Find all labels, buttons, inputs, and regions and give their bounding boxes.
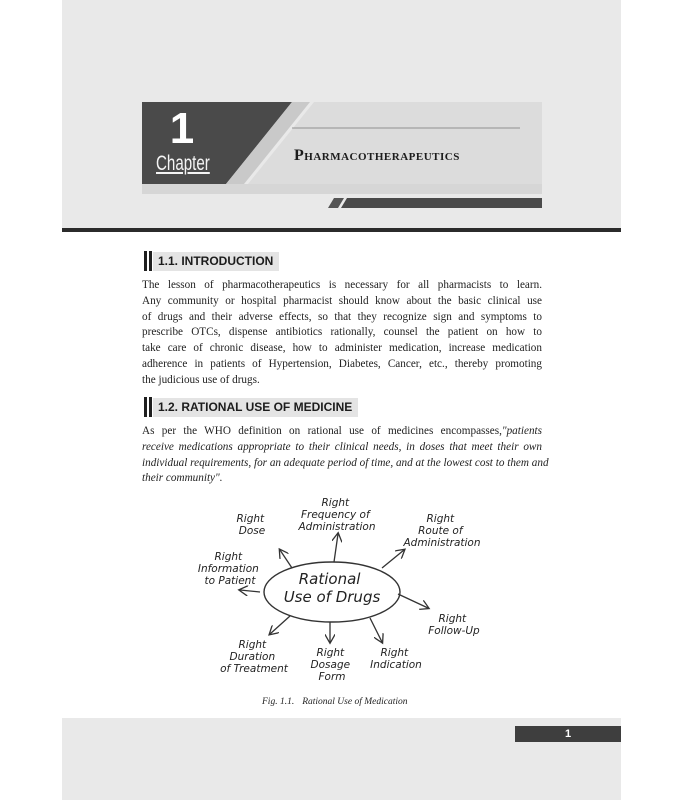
- rational-use-paragraph: As per the WHO definition on rational use of medicines encompasses,"patients receive medications appropriate to their clinical needs, in doses that meet their own individual requirements, for an adequate period of time, and at the lowest cost to them and their community".: [142, 425, 549, 485]
- label-right-frequency: Right Frequency of Administration: [298, 497, 376, 533]
- arrow-information: [240, 590, 260, 592]
- chapter-label: Chapter: [156, 152, 210, 175]
- label-right-route: Right Route of Administration: [403, 513, 481, 549]
- section-heading-rational-use: 1.2. RATIONAL USE OF MEDICINE: [144, 397, 358, 417]
- arrow-dose: [280, 550, 292, 568]
- label-right-duration: Right Duration of Treatment: [220, 639, 288, 675]
- page-number: 1: [515, 726, 621, 742]
- arrow-route: [382, 550, 404, 568]
- header-rule: [62, 228, 621, 232]
- arrow-followup: [398, 594, 428, 608]
- arrow-duration: [270, 616, 290, 634]
- arrow-indication: [370, 618, 382, 642]
- section-heading-introduction: 1.1. INTRODUCTION: [144, 251, 279, 271]
- arrow-frequency: [334, 534, 338, 562]
- label-right-dosage-form: Right Dosage Form: [310, 647, 351, 683]
- label-right-information: Right Information to Patient: [197, 551, 259, 587]
- svg-text:Rational Use of Drugs: Rational Use of Drugs: [283, 570, 381, 606]
- chapter-title: Pharmacotherapeutics: [294, 147, 460, 164]
- figure-caption: Fig. 1.1. Rational Use of Medication: [262, 697, 408, 707]
- left-margin: [0, 0, 62, 800]
- right-margin: [621, 0, 683, 800]
- label-right-indication: Right Indication: [370, 647, 422, 671]
- chapter-number: 1: [169, 104, 195, 153]
- book-page: [62, 0, 621, 800]
- label-right-followup: Right Follow-Up: [428, 613, 480, 637]
- heading-marker: [144, 397, 153, 417]
- heading-marker: [144, 251, 153, 271]
- introduction-paragraph: The lesson of pharmacotherapeutics is necessary for all pharmacists to learn. Any community or hospital pharmacist should know about the basic clinical use of drugs and their adverse effects, so that they recognize sign and symptoms to prescribe OTCs, dispense antibiotics rationally, counsel the patient on how to take care of chronic disease, how to administer medication, increase medication adherence in patients of Hypertension, Diabetes, Cancer, etc., thereby promoting the judicious use of drugs.: [142, 279, 542, 386]
- label-right-dose: Right Dose: [236, 513, 266, 537]
- rational-use-diagram: [142, 492, 552, 692]
